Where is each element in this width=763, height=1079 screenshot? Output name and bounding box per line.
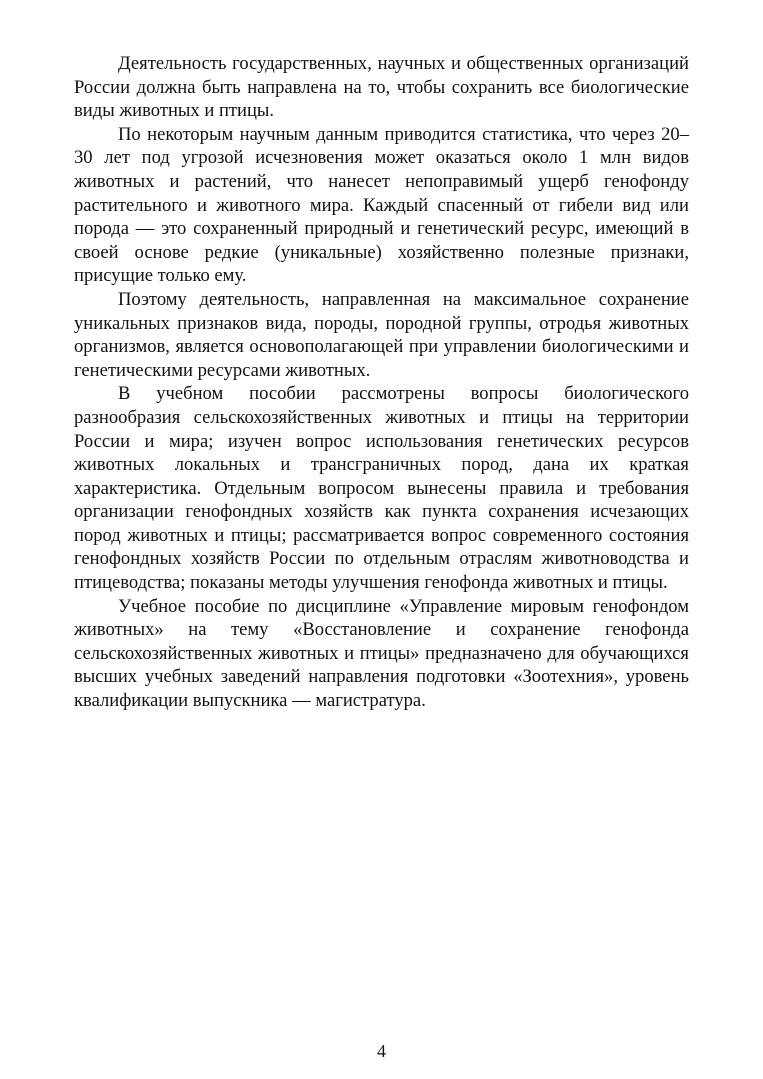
paragraph: Учебное пособие по дисциплине «Управление мировым генофондом животных» на тему «Восстановление и сохранение генофонда сельскохозяйственных животных и птицы» предназначено для обучающихся высших учебных заведений направления подготовки «Зоотехния», уровень квалификации выпускника — магистратура. [74,595,689,712]
page-body-text [74,52,689,713]
page-number: 4 [377,1041,386,1061]
paragraph: Поэтому деятельность, направленная на максимальное сохранение уникальных признаков вида, породы, породной группы, отродья животных организмов, является основополагающей при управлении биологическими и генетическими ресурсами животных. [74,288,689,381]
paragraph: Деятельность государственных, научных и общественных организаций России должна быть направлена на то, чтобы сохранить все биологические виды животных и птицы. [74,53,689,122]
paragraph: В учебном пособии рассмотрены вопросы биологического разнообразия сельскохозяйственных животных и птицы на территории России и мира; изучен вопрос использования генетических ресурсов животных локальных и трансграничных пород, дана их краткая характеристика. Отдельным вопросом вынесены правила и требования организации генофондных хозяйств как пункта сохранения исчезающих пород животных и птицы; рассматривается вопрос современного состояния генофондных хозяйств России по отдельным отраслям животноводства и птицеводства; показаны методы улучшения генофонда животных и птицы. [74,383,689,594]
paragraph: По некоторым научным данным приводится статистика, что через 20–30 лет под угрозой исчезновения может оказаться около 1 млн видов животных и растений, что нанесет непоправимый ущерб генофонду растительного и животного мира. Каждый спасенный от гибели вид или порода — это сохраненный природный и генетический ресурс, имеющий в своей основе редкие (уникальные) хозяйственно полезные признаки, присущие только ему. [74,123,689,287]
